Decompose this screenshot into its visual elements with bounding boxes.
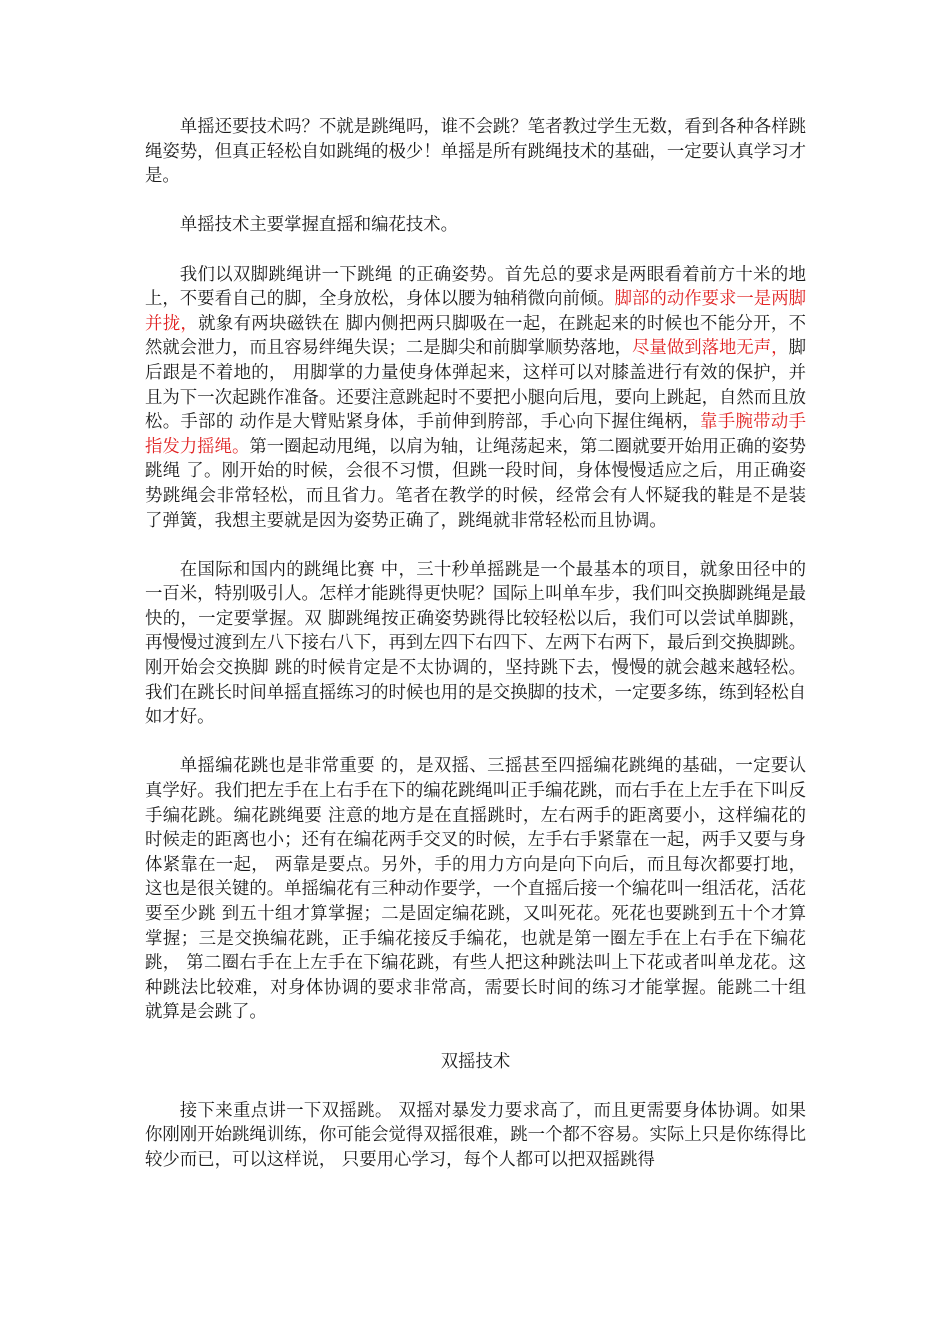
highlight-feet-together: 脚部的动作要求一是两脚并拢，: [145, 289, 806, 334]
posture-text-3: 脚后跟是不着地的， 用脚掌的力量使身体弹起来，这样可以对膝盖进行有效的保护，并且为下一次起跳作准备。还要注意跳起时不要把小腿向后甩，要向上跳起，自然而且放松。手部的 动作是大臂贴紧身体，手前伸到胯部，手心向下握住绳柄，: [145, 338, 806, 433]
posture-text-4: 第一圈起动甩绳，以肩为轴，让绳荡起来，第二圈就要开始用正确的姿势跳绳 了。刚开始的时候，会很不习惯，但跳一段时间，身体慢慢适应之后，用正确姿势跳绳会非常轻松，而且省力。笔者在教学的时候，经常会有人怀疑我的鞋是不是装 了弹簧，我想主要就是因为姿势正确了，跳绳就非常轻松而且协调。: [145, 436, 806, 531]
posture-text-2: 就象有两块磁铁在 脚内侧把两只脚吸在一起，在跳起来的时候也不能分开，不然就会泄力，而且容易绊绳失误；二是脚尖和前脚掌顺势落地，: [145, 313, 806, 359]
paragraph-single-rope-techniques: 单摇技术主要掌握直摇和编花技术。: [179, 215, 459, 236]
paragraph-speed-step: 在国际和国内的跳绳比赛 中，三十秒单摇跳是一个最基本的项目，就象田径中的一百米，特别吸引人。怎样才能跳得更快呢？国际上叫单车步，我们叫交换脚跳绳是最快的，一定要掌握。双 脚跳绳按正确姿势跳得比较轻松以后，我们可以尝试单脚跳，再慢慢过渡到左八下接右八下，再到左四下右四下、左两下右两下，最后到交换脚跳。刚开始会交换脚 跳的时候肯定是不太协调的，坚持跳下去，慢慢的就会越来越轻松。我们在跳长时间单摇直摇练习的时候也用的是交换脚的技术，一定要多练，练到轻松自如才好。: [145, 559, 806, 728]
paragraph-double-under: 接下来重点讲一下双摇跳。 双摇对暴发力要求高了，而且更需要身体协调。如果你刚刚开始跳绳训练，你可能会觉得双摇很难，跳一个都不容易。实际上只是你练得比较少而已，可以这样说， 只要用心学习，每个人都可以把双摇跳得: [145, 1100, 806, 1170]
highlight-silent-landing: 尽量做到落地无声，: [632, 338, 789, 359]
paragraph-cross-jump: 单摇编花跳也是非常重要 的，是双摇、三摇甚至四摇编花跳绳的基础，一定要认真学好。我们把左手在上右手在下的编花跳绳叫正手编花跳，而右手在上左手在下叫反手编花跳。编花跳绳要 注意的地方是在直摇跳时，左右两手的距离要小，这样编花的时候走的距离也小；还有在编花两手交叉的时候，左手右手紧靠在一起，两手又要与身体紧靠在一起， 两靠是要点。另外，手的用力方向是向下向后，而且每次都要打地，这也是很关键的。单摇编花有三种动作要学，一个直摇后接一个编花叫一组活花，活花要至少跳 到五十组才算掌握；二是固定编花跳，又叫死花。死花也要跳到五十个才算掌握；三是交换编花跳，正手编花接反手编花，也就是第一圈左手在上右手在下编花跳， 第二圈右手在上左手在下编花跳，有些人把这种跳法叫上下花或者叫单龙花。这种跳法比较难，对身体协调的要求非常高，需要长时间的练习才能掌握。能跳二十组 就算是会跳了。: [145, 756, 806, 1023]
paragraph-intro: 单摇还要技术吗？不就是跳绳吗，谁不会跳？笔者教过学生无数，看到各种各样跳绳姿势，但真正轻松自如跳绳的极少！单摇是所有跳绳技术的基础，一定要认真学习才是。: [145, 117, 806, 187]
highlight-wrist-power: 靠手腕带动手指发力摇绳。: [145, 412, 806, 457]
posture-text-1: 我们以双脚跳绳讲一下跳绳 的正确姿势。首先总的要求是两眼看着前方十米的地上，不要看自己的脚，全身放松，身体以腰为轴稍微向前倾。: [145, 264, 806, 310]
paragraph-correct-posture: [145, 263, 806, 534]
section-heading-double-under: 双摇技术: [440, 1051, 511, 1072]
document-page: [145, 115, 806, 1197]
